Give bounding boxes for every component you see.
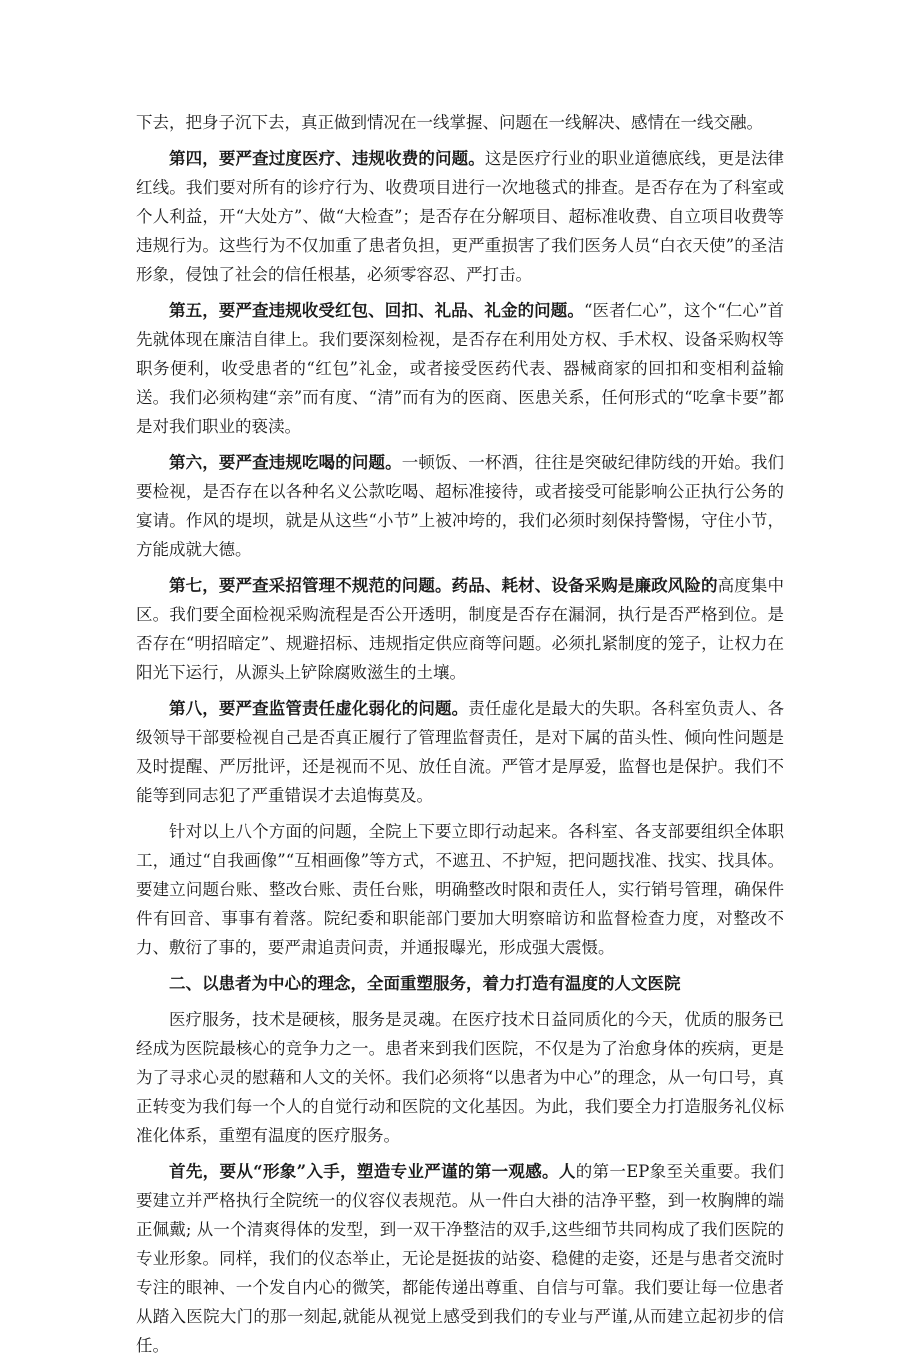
- paragraph-body: 的第一EP象至关重要。我们要建立并严格执行全院统一的仪容仪表规范。从一件白大褂的洁净平整，到一枚胸牌的端正佩戴; 从一个清爽得体的发型，到一双干净整洁的双手,这些细节共同构成了我们医院的专业形象。同样，我们的仪态举止，无论是挺拔的站姿、稳健的走姿，还是与患者交流时专注的眼神、一个发自内心的微笑，都能传递出尊重、自信与可靠。我们要让每一位患者从踏入医院大门的那一刻起,就能从视觉上感受到我们的专业与严谨,从而建立起初步的信任。: [136, 1162, 784, 1355]
- paragraph-item-5: [136, 296, 784, 441]
- paragraph-summary: [136, 817, 784, 962]
- paragraph-service-first: [136, 1157, 784, 1360]
- paragraph-body: 高度集中区。我们要全面检视采购流程是否公开透明，制度是否存在漏洞，执行是否严格到位。是否存在“明招暗定”、规避招标、违规指定供应商等问题。必须扎紧制度的笼子，让权力在阳光下运行，从源头上铲除腐败滋生的土壤。: [136, 576, 784, 682]
- paragraph-body: 这是医疗行业的职业道德底线，更是法律红线。我们要对所有的诊疗行为、收费项目进行一次地毯式的排查。是否存在为了科室或个人利益，开“大处方”、做“大检查”；是否存在分解项目、超标准收费、自立项目收费等违规行为。这些行为不仅加重了患者负担，更严重损害了我们医务人员“白衣天使”的圣洁形象，侵蚀了社会的信任根基，必须零容忍、严打击。: [136, 149, 784, 284]
- paragraph-lead: 第六，要严查违规吃喝的问题。: [169, 453, 402, 472]
- paragraph-body: 一顿饭、一杯酒，往往是突破纪律防线的开始。我们要检视，是否存在以各种名义公款吃喝、超标准接待，或者接受可能影响公正执行公务的宴请。作风的堤坝，就是从这些“小节”上被冲垮的，我们必须时刻保持警惕，守住小节，方能成就大德。: [136, 453, 784, 559]
- paragraph-body: 责任虚化是最大的失职。各科室负责人、各级领导干部要检视自己是否真正履行了管理监督责任，是对下属的苗头性、倾向性问题是及时提醒、严厉批评，还是视而不见、放任自流。严管才是厚爱，监督也是保护。我们不能等到同志犯了严重错误才去追悔莫及。: [136, 699, 784, 805]
- section-heading: 二、以患者为中心的理念，全面重塑服务，着力打造有温度的人文医院: [169, 974, 681, 993]
- paragraph-lead: 第八，要严查监管责任虚化弱化的问题。: [169, 699, 469, 718]
- paragraph-service-intro: [136, 1005, 784, 1150]
- paragraph-body: 针对以上八个方面的问题，全院上下要立即行动起来。各科室、各支部要组织全体职工，通过“自我画像”“互相画像”等方式，不遮丑、不护短，把问题找准、找实、找具体。要建立问题台账、整改台账、责任台账，明确整改时限和责任人，实行销号管理，确保件件有回音、事事有着落。院纪委和职能部门要加大明察暗访和监督检查力度，对整改不力、敷衍了事的，要严肃追责问责，并通报曝光，形成强大震慑。: [136, 822, 784, 957]
- paragraph-lead: 首先，要从“形象”入手，塑造专业严谨的第一观感。人: [169, 1162, 576, 1181]
- paragraph-continuation: [136, 108, 784, 137]
- paragraph-item-4: [136, 144, 784, 289]
- paragraph-item-7: [136, 571, 784, 687]
- paragraph-lead: 第四，要严查过度医疗、违规收费的问题。: [169, 149, 485, 168]
- paragraph-item-6: [136, 448, 784, 564]
- paragraph-lead: 第七，要严查采招管理不规范的问题。药品、耗材、设备采购是廉政风险的: [169, 576, 718, 595]
- paragraph-lead: 第五，要严查违规收受红包、回扣、礼品、礼金的问题。: [169, 301, 584, 320]
- document-page: [136, 108, 784, 1367]
- paragraph-body: 下去，把身子沉下去，真正做到情况在一线掌握、问题在一线解决、感情在一线交融。: [136, 113, 763, 132]
- paragraph-body: 医疗服务，技术是硬核，服务是灵魂。在医疗技术日益同质化的今天，优质的服务已经成为医院最核心的竞争力之一。患者来到我们医院，不仅是为了治愈身体的疾病，更是为了寻求心灵的慰藉和人文的关怀。我们必须将“以患者为中心”的理念，从一句口号，真正转变为我们每一个人的自觉行动和医院的文化基因。为此，我们要全力打造服务礼仪标准化体系，重塑有温度的医疗服务。: [136, 1010, 784, 1145]
- paragraph-body: “医者仁心”，这个“仁心”首先就体现在廉洁自律上。我们要深刻检视，是否存在利用处方权、手术权、设备采购权等职务便利，收受患者的“红包”礼金，或者接受医药代表、器械商家的回扣和变相利益输送。我们必须构建“亲”而有度、“清”而有为的医商、医患关系，任何形式的“吃拿卡要”都是对我们职业的亵渎。: [136, 301, 784, 436]
- paragraph-item-8: [136, 694, 784, 810]
